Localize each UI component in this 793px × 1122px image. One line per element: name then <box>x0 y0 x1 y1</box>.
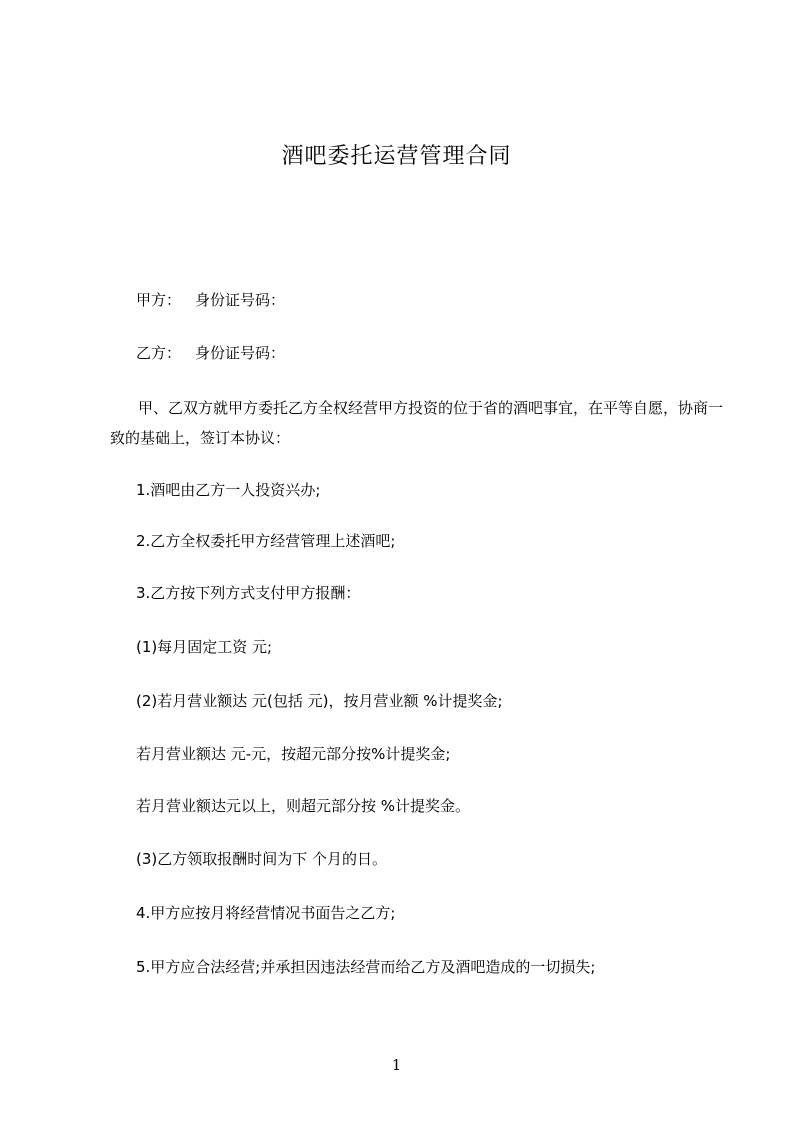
clause-item: 若月营业额达元以上，则超元部分按 %计提奖金。 <box>136 797 471 815</box>
clause-item: (2)若月营业额达 元(包括 元)，按月营业额 %计提奖金; <box>136 692 503 710</box>
clause-item: (1)每月固定工资 元; <box>136 638 273 656</box>
party-b-label: 乙方： <box>136 344 182 362</box>
document-title: 酒吧委托运营管理合同 <box>281 144 512 169</box>
party-a-label: 甲方： <box>136 291 182 309</box>
clause-item: 2.乙方全权委托甲方经营管理上述酒吧; <box>136 532 396 550</box>
clause-item: (3)乙方领取报酬时间为下 个月的日。 <box>136 850 388 868</box>
page-number: 1 <box>391 1056 402 1074</box>
clause-item: 若月营业额达 元-元，按超元部分按%计提奖金; <box>136 745 451 763</box>
clause-item: 4.甲方应按月将经营情况书面告之乙方; <box>136 904 396 922</box>
party-a-line <box>136 289 285 311</box>
party-b-id-label: 身份证号码： <box>195 344 286 362</box>
clause-item: 1.酒吧由乙方一人投资兴办; <box>136 481 321 499</box>
clause-item: 3.乙方按下列方式支付甲方报酬： <box>136 584 361 602</box>
intro-paragraph: 甲、乙双方就甲方委托乙方全权经营甲方投资的位于省的酒吧事宜，在平等自愿，协商一致的基础上，签订本协议： <box>110 399 724 447</box>
party-a-id-label: 身份证号码： <box>195 291 286 309</box>
party-b-line <box>136 342 285 364</box>
clause-item: 5.甲方应合法经营;并承担因违法经营而给乙方及酒吧造成的一切损失; <box>136 958 596 976</box>
